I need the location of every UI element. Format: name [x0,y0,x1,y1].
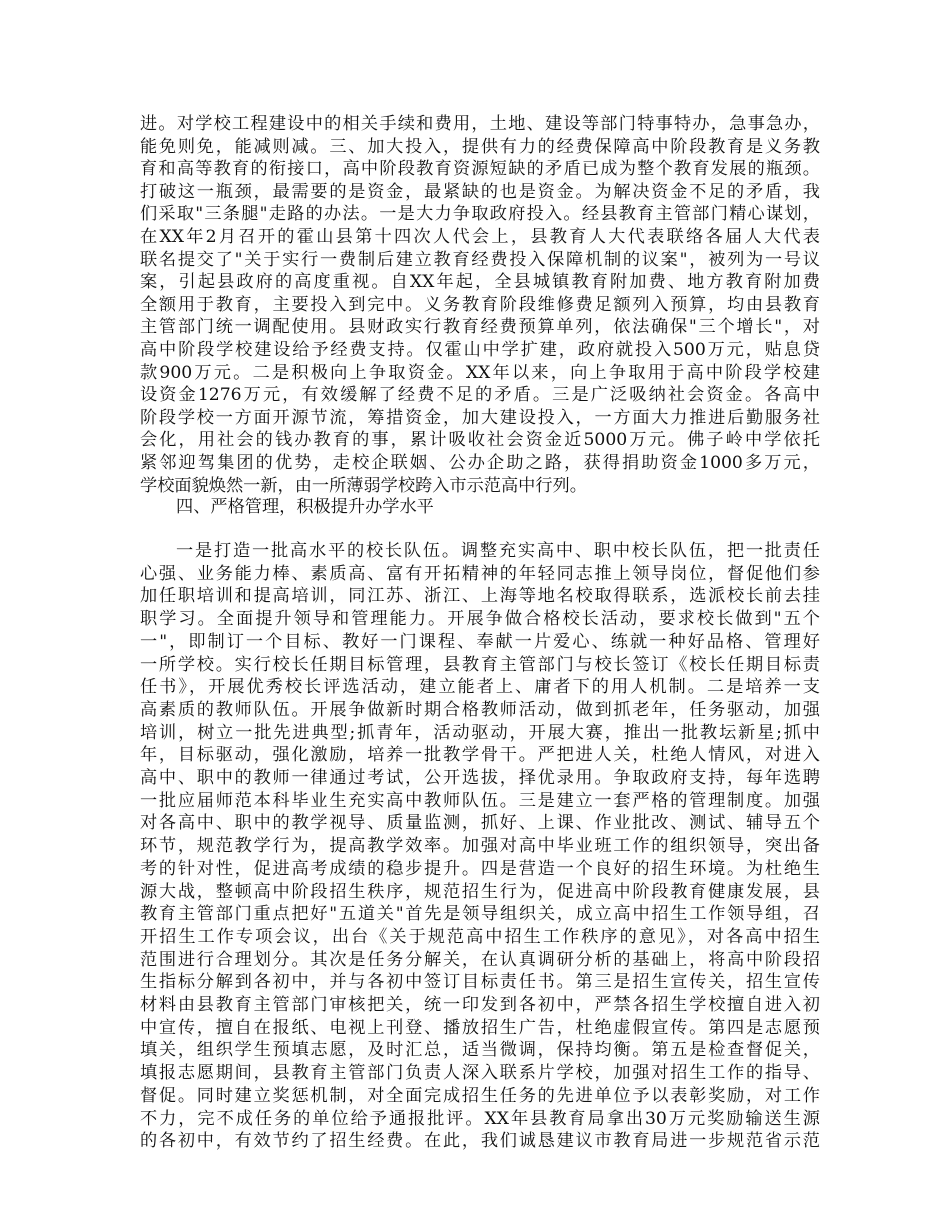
text-line: 高中、职中的教师一律通过考试，公开选拔，择优录用。争取政府支持，每年选聘 [140,768,820,788]
text-line: 心强、业务能力棒、素质高、富有开拓精神的年轻同志推上领导岗位，督促他们参 [140,563,820,584]
text-line: 打破这一瓶颈，最需要的是资金，最紧缺的也是资金。为解决资金不足的矛盾，我 [140,181,820,202]
text-line: 教育主管部门重点把好"五道关"首先是领导组织关，成立高中招生工作领导组，召 [140,904,820,925]
text-line: 材料由县教育主管部门审核把关，统一印发到各初中，严禁各招生学校擅自进入初 [140,995,820,1015]
text-line: 源大战，整顿高中阶段招生秩序，规范招生行为，促进高中阶段教育健康发展，县 [140,881,820,902]
text-line: 阶段学校一方面开源节流，筹措资金，加大建设投入，一方面大力推进后勤服务社 [140,407,820,428]
text-line: 填报志愿期间，县教育主管部门负责人深入联系片学校，加强对招生工作的指导、 [140,1063,820,1084]
text-line: 会化，用社会的钱办教育的事，累计吸收社会资金近5000万元。佛子岭中学依托 [140,430,820,451]
text-line: 的各初中，有效节约了招生经费。在此，我们诚恳建议市教育局进一步规范省示范 [140,1131,820,1152]
text-line: 紧邻迎驾集团的优势，走校企联姻、公办企助之路，获得捐助资金1000多万元， [140,453,820,473]
text-line: 在XX年2月召开的霍山县第十四次人代会上，县教育人大代表联络各届人大代表 [140,227,820,247]
text-line: 高中阶段学校建设给予经费支持。仅霍山中学扩建，政府就投入500万元，贴息贷 [140,340,820,360]
text-line: 一所学校。实行校长任期目标管理，县教育主管部门与校长签订《校长任期目标责 [140,654,820,675]
text-line: 全额用于教育，主要投入到完中。义务教育阶段维修费足额列入预算，均由县教育 [140,294,820,315]
text-line: 任书》，开展优秀校长评选活动，建立能者上、庸者下的用人机制。二是培养一支 [140,677,820,698]
text-line: 们采取"三条腿"走路的办法。一是大力争取政府投入。经县教育主管部门精心谋划， [140,204,820,225]
text-line: 进。对学校工程建设中的相关手续和费用，土地、建设等部门特事特办，急事急办， [140,114,820,134]
text-line: 培训，树立一批先进典型;抓青年，活动驱动，开展大赛，推出一批教坛新星;抓中 [140,722,820,743]
text-line: 案，引起县政府的高度重视。自XX年起，全县城镇教育附加费、地方教育附加费 [140,272,820,293]
text-line: 对各高中、职中的教学视导、质量监测，抓好、上课、作业批改、测试、辅导五个 [140,813,820,834]
text-line: 中宣传，擅自在报纸、电视上刊登、播放招生广告，杜绝虚假宣传。第四是志愿预 [140,1017,820,1038]
text-line: 加任职培训和提高培训，同江苏、浙江、上海等地名校取得联系，选派校长前去挂 [140,586,820,607]
text-line: 开招生工作专项会议，出台《关于规范高中招生工作秩序的意见》，对各高中招生 [140,926,820,947]
text-line: 联名提交了"关于实行一费制后建立教育经费投入保障机制的议案"，被列为一号议 [140,249,820,270]
text-line: 育和高等教育的衔接口，高中阶段教育资源短缺的矛盾已成为整个教育发展的瓶颈。 [140,159,820,180]
text-line: 一批应届师范本科毕业生充实高中教师队伍。三是建立一套严格的管理制度。加强 [140,790,820,811]
section-heading: 四、严格管理，积极提升办学水平 [176,497,434,517]
text-line: 能免则免，能减则减。三、加大投入，提供有力的经费保障高中阶段教育是义务教 [140,136,820,157]
text-line: 职学习。全面提升领导和管理能力。开展争做合格校长活动，要求校长做到"五个 [140,609,820,630]
text-line: 一"，即制订一个目标、教好一门课程、奉献一片爱心、练就一种好品格、管理好 [140,631,820,652]
text-line: 生指标分解到各初中，并与各初中签订目标责任书。第三是招生宣传关，招生宣传 [140,972,820,993]
text-line: 不力，完不成任务的单位给予通报批评。XX年县教育局拿出30万元奖励输送生源 [140,1108,820,1129]
text-line: 环节，规范教学行为，提高教学效率。加强对高中毕业班工作的组织领导，突出备 [140,836,820,857]
text-line: 一是打造一批高水平的校长队伍。调整充实高中、职中校长队伍，把一批责任 [176,541,820,561]
text-line: 督促。同时建立奖惩机制，对全面完成招生任务的先进单位予以表彰奖励，对工作 [140,1085,820,1106]
text-line: 高素质的教师队伍。开展争做新时期合格教师活动，做到抓老年，任务驱动，加强 [140,699,820,720]
text-line: 填关，组织学生预填志愿，及时汇总，适当微调，保持均衡。第五是检查督促关， [140,1040,820,1061]
text-line: 学校面貌焕然一新，由一所薄弱学校跨入市示范高中行列。 [140,475,587,496]
text-line: 设资金1276万元，有效缓解了经费不足的矛盾。三是广泛吸纳社会资金。各高中 [140,385,820,406]
text-line: 主管部门统一调配使用。县财政实行教育经费预算单列，依法确保"三个增长"，对 [140,317,820,338]
text-line: 考的针对性，促进高考成绩的稳步提升。四是营造一个良好的招生环境。为杜绝生 [140,858,820,879]
text-line: 年，目标驱动，强化激励，培养一批教学骨干。严把进人关，杜绝人情风，对进入 [140,745,820,766]
text-line: 范围进行合理划分。其次是任务分解关，在认真调研分析的基础上，将高中阶段招 [140,949,820,970]
text-line: 款900万元。二是积极向上争取资金。XX年以来，向上争取用于高中阶段学校建 [140,362,820,383]
